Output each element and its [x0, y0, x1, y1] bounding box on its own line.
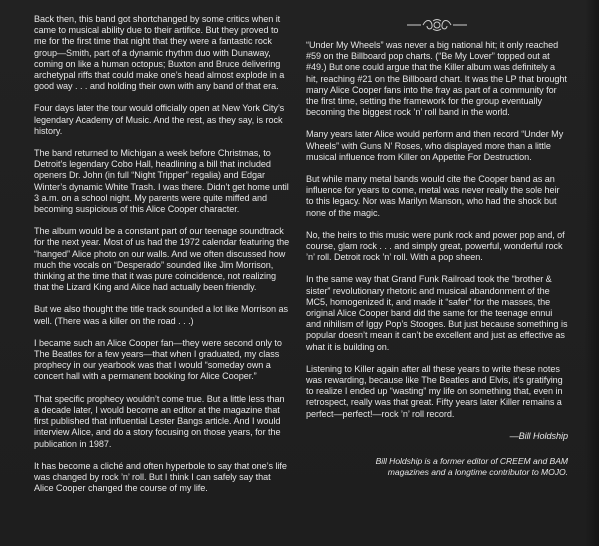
paragraph: That specific prophecy wouldn’t come true. But a little less than a decade later, I would become an editor at the magazine that first published that influential Lester Bangs article. And I would interview Alice, and do a story focusing on those years, for the publication in 1987.	[34, 393, 285, 449]
ornament-icon	[306, 14, 568, 36]
paragraph: It has become a cliché and often hyperbole to say that one’s life was changed by rock ’n’ roll. But I think I can safely say that Alice Cooper changed the course of my life.	[34, 460, 287, 494]
paragraph: Many years later Alice would perform and then record “Under My Wheels” with Guns N’ Roses, who displayed more than a little musical influence from Killer on Appetite For Destruction.	[306, 129, 564, 162]
left-column	[34, 0, 290, 546]
paragraph: In the same way that Grand Funk Railroad took the “brother & sister” revolutionary rhetoric and musical abandonment of the MC5, homogenized it, and made it “safer” for the masses, the original Alice Cooper band did the same for the teenage ennui and nihilism of Iggy Pop’s Stooges. But just because something is popular doesn’t mean it can’t be excellent and just as effective as what it is building on.	[306, 274, 568, 352]
right-column	[306, 0, 568, 546]
paragraph: No, the heirs to this music were punk rock and power pop and, of course, glam rock . . . and simply great, powerful, wonderful rock ’n’ roll. Detroit rock ’n’ roll. With a pop sheen.	[306, 229, 565, 263]
paragraph: I became such an Alice Cooper fan—they were second only to The Beatles for a few years—that when I graduated, my class prophecy in our yearbook was that I would “someday own a concert hall with a permanent booking for Alice Cooper.”	[34, 337, 282, 382]
author-bio	[306, 456, 568, 477]
paragraph: Back then, this band got shortchanged by some critics when it came to musical ability due to their artifice. But they proved to me for the first time that night that they were a fantastic rock group—Smith, part of a dynamic rhythm duo with Dunaway, coming on like a human octopus; Buxton and Bruce delivering archetypal riffs that could make one’s head almost explode in a good way . . . and holding their own with any band of that era.	[34, 14, 285, 92]
paragraph: Listening to Killer again after all these years to write these notes was rewarding, because like The Beatles and Elvis, it’s gratifying to realize I ended up “wasting” my life on something that, even in retrospect, really was that great. Fifty years later Killer remains a perfect—perfect!—rock ’n’ roll record.	[306, 363, 563, 419]
paragraph: “Under My Wheels” was never a big national hit; it only reached #59 on the Billboard pop charts. (“Be My Lover” topped out at #49.) But one could argue that the Killer album was definitely a hit, reaching #21 on the Billboard chart. It was the LP that brought many Alice Cooper fans into the fray as part of a community for the first time, setting the framework for the group eventually becoming the biggest rock ’n’ roll band in the world.	[306, 40, 567, 118]
paragraph: But we also thought the title track sounded a lot like Morrison as well. (There was a killer on the road . . .)	[34, 304, 288, 326]
paragraph: The band returned to Michigan a week before Christmas, to Detroit’s legendary Cobo Hall, headlining a bill that included openers Dr. John (in full “Night Tripper” regalia) and Edgar Winter’s dynamic White Trash. I was there. Didn’t get home until 3 a.m. on a school night. My parents were quite miffed and becoming suspicious of this Alice Cooper character.	[34, 148, 289, 215]
author-bio-line: Bill Holdship is a former editor of CREEM and BAM	[375, 456, 568, 467]
author-byline: —Bill Holdship	[509, 430, 568, 441]
paragraph: But while many metal bands would cite the Cooper band as an influence for years to come, metal was never really the sole heir to this legacy. Nor was Marilyn Manson, who had the shock but none of the magic.	[306, 174, 560, 218]
paragraph: Four days later the tour would officially open at New York City’s legendary Academy of Music. And the rest, as they say, is rock history.	[34, 103, 285, 136]
paragraph: The album would be a constant part of our teenage soundtrack for the next year. Most of us had the 1972 calendar featuring the “hanged” Alice photo on our walls. And we often discussed how much the vocals on “Desperado” sounded like Jim Morrison, thinking at the time that it was pure coincidence, not realizing that the Lizard King and Alice had actually been friendly.	[34, 226, 290, 293]
author-bio-line: magazines and a longtime contributor to MOJO.	[387, 466, 568, 477]
